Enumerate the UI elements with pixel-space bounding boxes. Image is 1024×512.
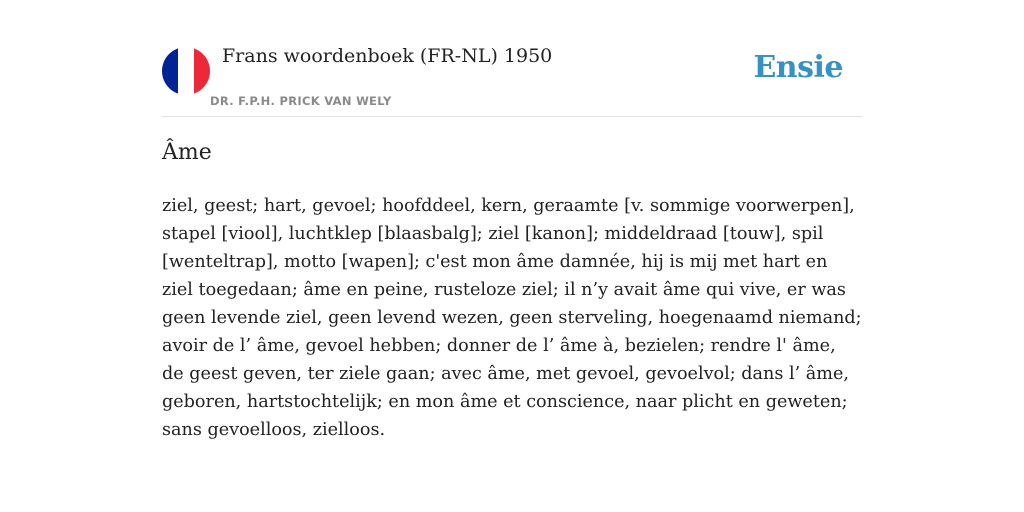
entry-headword: Âme: [162, 140, 212, 165]
entry-definition: ziel, geest; hart, gevoel; hoofddeel, kern, geraamte [v. sommige voorwerpen], stapel [viool], luchtklep [blaasbalg]; ziel [kanon]; middeldraad [touw], spil [wenteltrap], motto [wapen]; c'est mon âme damnée, hij is mij met hart en ziel toegedaan; âme en peine, rusteloze ziel; il n’y avait âme qui vive, er was geen levende ziel, geen levend wezen, geen sterveling, hoegenaamd niemand; avoir de l’ âme, gevoel hebben; donner de l’ âme à, bezielen; rendre l' âme, de geest geven, ter ziele gaan; avec âme, met gevoel, gevoelvol; dans l’ âme, geboren, hartstochtelijk; en mon âme et conscience, naar plicht en geweten; sans gevoelloos, zielloos.: [162, 196, 862, 440]
dictionary-author: DR. F.P.H. PRICK VAN WELY: [210, 94, 392, 108]
flag-stripe-blue: [162, 47, 178, 95]
dictionary-card: [162, 0, 862, 512]
ensie-logo[interactable]: Ensie: [753, 50, 843, 85]
dictionary-title[interactable]: Frans woordenboek (FR-NL) 1950: [222, 45, 553, 67]
flag-stripe-white: [178, 47, 194, 95]
dictionary-header: [162, 0, 862, 117]
flag-stripe-red: [194, 47, 210, 95]
french-flag-icon: [162, 47, 210, 95]
